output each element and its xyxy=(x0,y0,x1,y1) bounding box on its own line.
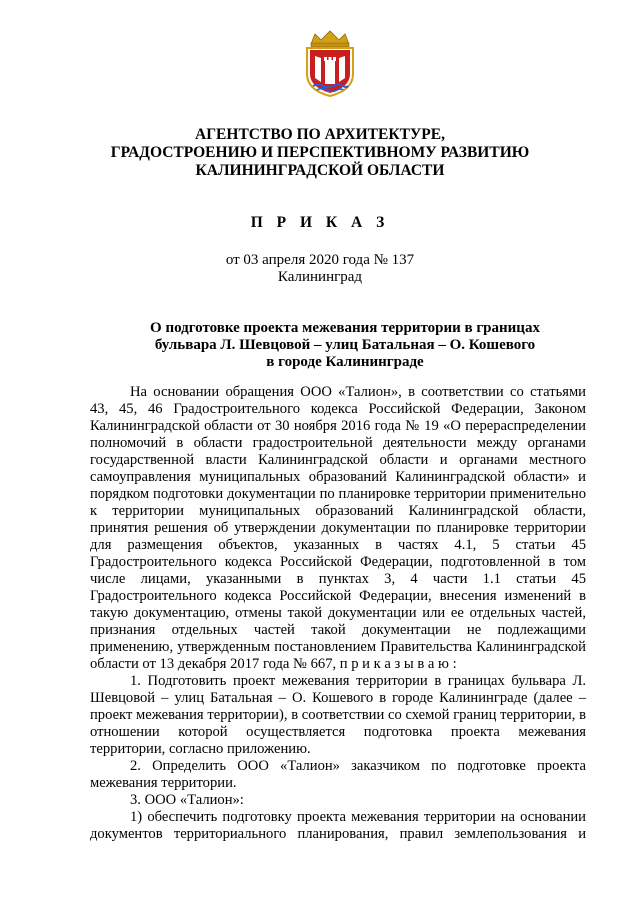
subject-line: О подготовке проекта межевания территории в границах xyxy=(150,320,540,336)
agency-name-line: ГРАДОСТРОЕНИЮ И ПЕРСПЕКТИВНОМУ РАЗВИТИЮ xyxy=(110,144,530,161)
city-name: Калининград xyxy=(277,269,363,285)
subject-line: в городе Калининграде xyxy=(266,354,424,370)
item-2-paragraph: 2. Определить ООО «Талион» заказчиком по подготовке проекта межевания территории. xyxy=(90,758,586,791)
subject-line: бульвара Л. Шевцовой – улиц Батальная – О. Кошевого xyxy=(154,337,536,353)
date-and-number xyxy=(0,252,640,286)
agency-name xyxy=(80,126,560,180)
order-subject xyxy=(120,320,570,371)
order-body xyxy=(90,384,586,843)
agency-name-line: АГЕНТСТВО ПО АРХИТЕКТУРЕ, xyxy=(195,126,445,143)
item-3-paragraph: 3. ООО «Талион»: xyxy=(130,792,244,808)
item-1-paragraph: 1. Подготовить проект межевания территории в границах бульвара Л. Шевцовой – улиц Батальная – О. Кошевого в городе Калининграде (далее – проект межевания территории), в соответствии со схемой границ территории, в отношении которой осуществляется подготовка проекта межевания территории, согласно приложению. xyxy=(90,673,586,757)
agency-name-line: КАЛИНИНГРАДСКОЙ ОБЛАСТИ xyxy=(195,162,445,179)
order-date-number: от 03 апреля 2020 года № 137 xyxy=(225,252,415,268)
item-3-1-paragraph: 1) обеспечить подготовку проекта межевания территории на основании документов территориального планирования, правил землепользования и xyxy=(90,809,586,842)
preamble-paragraph: На основании обращения ООО «Талион», в соответствии со статьями 43, 45, 46 Градостроительного кодекса Российской Федерации, Законом Калининградской области от 30 ноября 2016 года № 19 «О перераспределении полномочий в области градостроительной деятельности между органами государственной власти Калининградской области и органами местного самоуправления муниципальных образований Калининградской области» и порядком подготовки документации по планировке территории применительно к территории муниципальных образований Калининградской области, принятия решения об утверждении документации по планировке территории для размещения объектов, указанных в частях 4.1, 5 статьи 45 Градостроительного кодекса Российской Федерации, подготовленной в том числе лицами, указанными в пунктах 3, 4 части 1.1 статьи 45 Градостроительного кодекса Российской Федерации, внесения изменений в такую документацию, отмены такой документации или ее отдельных частей, признания отдельных частей такой документации не подлежащими применению, утвержденным постановлением Правительства Калининградской области от 13 декабря 2017 года № 667, п р и к а з ы в а ю : xyxy=(90,384,586,672)
coat-of-arms-icon xyxy=(301,30,359,98)
document-type-heading: П Р И К А З xyxy=(250,214,390,231)
